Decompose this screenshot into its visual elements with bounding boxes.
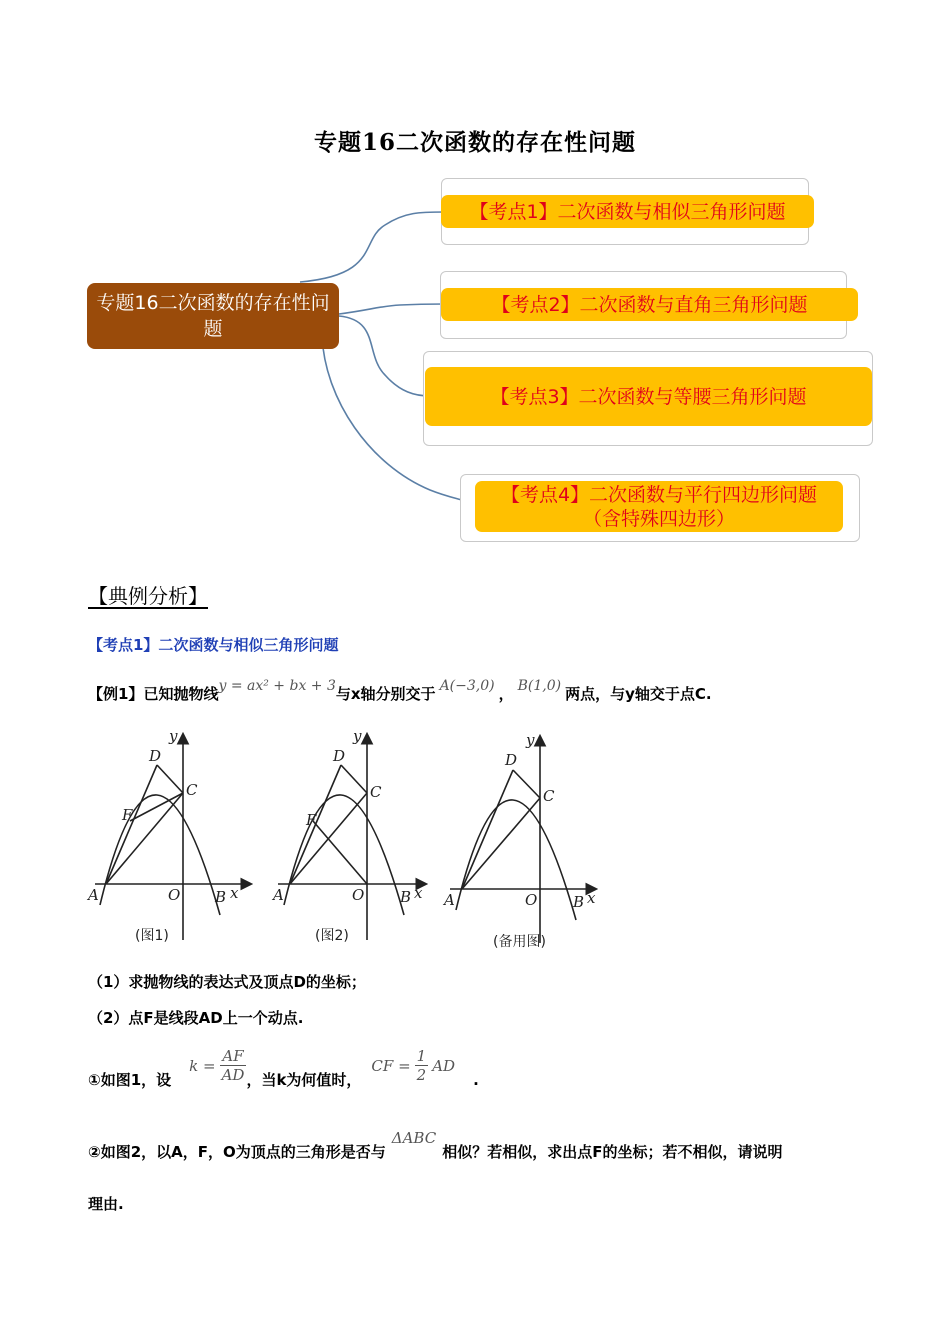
figure-1 bbox=[95, 735, 250, 940]
example-figures bbox=[80, 725, 610, 955]
fig2-label-x: x bbox=[414, 884, 423, 902]
example-1-statement: 【例1】已知抛物线y = ax² + bx + 3与x轴分别交于 A(−3,0) ， B(1,0) 两点，与y轴交于点C. bbox=[88, 678, 712, 703]
branch-2-pill: 【考点2】二次函数与直角三角形问题 bbox=[441, 288, 858, 321]
fig2-caption: (图2) bbox=[315, 928, 349, 944]
fig3-label-d: D bbox=[505, 751, 518, 769]
example-label: 【例1】 bbox=[88, 685, 144, 703]
fig2-label-f: F bbox=[306, 811, 317, 829]
fig3-label-c: C bbox=[543, 787, 555, 805]
fig1-label-o: O bbox=[168, 886, 181, 904]
branch-3-pill: 【考点3】二次函数与等腰三角形问题 bbox=[425, 367, 872, 426]
fig3-caption: (备用图) bbox=[493, 934, 546, 950]
question-1: （1）求抛物线的表达式及顶点D的坐标； bbox=[88, 973, 366, 991]
fig1-label-a: A bbox=[88, 886, 99, 904]
fraction-one-half: $\frac{1}{2}$ bbox=[416, 1047, 427, 1084]
fig3-label-o: O bbox=[525, 891, 538, 909]
parabola-equation: y = ax² + bx + 3 bbox=[218, 678, 336, 694]
triangle-abc: ΔABC bbox=[391, 1129, 437, 1147]
fraction-af-ad: $\frac{AF}{AD}$ bbox=[221, 1047, 245, 1084]
page-title: 专题16二次函数的存在性问题 bbox=[313, 129, 636, 156]
fig2-label-o: O bbox=[352, 886, 365, 904]
fig1-label-c: C bbox=[186, 781, 198, 799]
question-2b: ②如图2，以A，F，O为顶点的三角形是否与ΔABC相似？若相似，求出点F的坐标；若不相似，请说明 bbox=[88, 1129, 783, 1161]
branch-1-pill: 【考点1】二次函数与相似三角形问题 bbox=[441, 195, 814, 228]
figure-2 bbox=[278, 735, 425, 940]
point-b: B(1,0) bbox=[517, 678, 562, 694]
fig2-label-d: D bbox=[333, 747, 346, 765]
fig2-label-a: A bbox=[273, 886, 284, 904]
question-2: （2）点F是线段AD上一个动点. bbox=[88, 1009, 304, 1027]
fig2-label-y: y bbox=[353, 727, 362, 745]
fig3-label-a: A bbox=[444, 891, 455, 909]
fig3-label-b: B bbox=[573, 893, 585, 911]
fig1-label-b: B bbox=[215, 888, 227, 906]
question-2b-line2: 理由. bbox=[88, 1195, 124, 1213]
fig1-label-x: x bbox=[230, 884, 239, 902]
figure-3 bbox=[450, 737, 595, 943]
section-heading: 【典例分析】 bbox=[88, 584, 208, 608]
kaodian-1-title: 【考点1】二次函数与相似三角形问题 bbox=[88, 636, 339, 654]
fig2-label-c: C bbox=[370, 783, 382, 801]
fig1-label-d: D bbox=[149, 747, 162, 765]
fig2-label-b: B bbox=[400, 888, 412, 906]
question-2a: ①如图1，设 k = $\frac{AF}{AD}$ ，当k为何值时， CF = $\frac{1}{2}$ AD . bbox=[88, 1047, 479, 1089]
branch-4-pill: 【考点4】二次函数与平行四边形问题（含特殊四边形） bbox=[475, 481, 843, 532]
point-a: A(−3,0) bbox=[439, 678, 495, 694]
fig1-label-y: y bbox=[169, 727, 178, 745]
mindmap-root-node: 专题16二次函数的存在性问题 bbox=[87, 283, 339, 349]
fig1-caption: (图1) bbox=[135, 928, 169, 944]
fig3-label-x: x bbox=[587, 889, 596, 907]
fig3-label-y: y bbox=[526, 731, 535, 749]
fig1-label-f: F bbox=[122, 806, 133, 824]
